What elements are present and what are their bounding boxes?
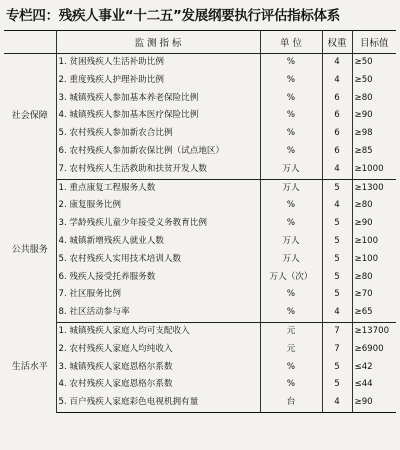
weight-cell: 4 — [322, 304, 352, 322]
indicator-cell: 3. 城镇残疾人家庭恩格尔系数 — [56, 359, 260, 377]
unit-cell: 万人 — [260, 179, 322, 197]
weight-cell: 4 — [322, 197, 352, 215]
unit-cell: 万人 — [260, 251, 322, 269]
indicator-cell: 6. 农村残疾人参加新农保比例（试点地区） — [56, 143, 260, 161]
weight-cell: 5 — [322, 359, 352, 377]
weight-cell: 4 — [322, 72, 352, 90]
table-row — [4, 341, 396, 359]
unit-cell: 元 — [260, 322, 322, 340]
unit-cell: % — [260, 90, 322, 108]
weight-cell: 5 — [322, 215, 352, 233]
target-cell: ≤44 — [352, 376, 396, 394]
weight-cell: 7 — [322, 341, 352, 359]
indicator-cell: 3. 学龄残疾儿童少年接受义务教育比例 — [56, 215, 260, 233]
table-row — [4, 215, 396, 233]
target-cell: ≥90 — [352, 215, 396, 233]
weight-cell: 4 — [322, 394, 352, 412]
table-row — [4, 90, 396, 108]
unit-cell: % — [260, 286, 322, 304]
indicator-cell: 5. 百户残疾人家庭彩色电视机拥有量 — [56, 394, 260, 412]
category-cell: 生活水平 — [4, 322, 56, 412]
table-row — [4, 359, 396, 377]
table-row — [4, 197, 396, 215]
target-cell: ≥80 — [352, 90, 396, 108]
unit-cell: % — [260, 107, 322, 125]
target-cell: ≥90 — [352, 107, 396, 125]
weight-cell: 6 — [322, 90, 352, 108]
header-unit: 单 位 — [260, 31, 322, 54]
unit-cell: % — [260, 54, 322, 72]
indicator-cell: 6. 残疾人接受托养服务数 — [56, 269, 260, 287]
weight-cell: 6 — [322, 143, 352, 161]
weight-cell: 5 — [322, 251, 352, 269]
table-row — [4, 107, 396, 125]
target-cell: ≥6900 — [352, 341, 396, 359]
indicator-cell: 5. 农村残疾人实用技术培训人数 — [56, 251, 260, 269]
target-cell: ≥50 — [352, 54, 396, 72]
unit-cell: 元 — [260, 341, 322, 359]
table-row — [4, 54, 396, 72]
table-row — [4, 125, 396, 143]
weight-cell: 5 — [322, 233, 352, 251]
header-target: 目标值 — [352, 31, 396, 54]
target-cell: ≥1300 — [352, 179, 396, 197]
target-cell: ≥80 — [352, 197, 396, 215]
indicator-cell: 7. 农村残疾人生活救助和扶贫开发人数 — [56, 161, 260, 179]
unit-cell: 台 — [260, 394, 322, 412]
weight-cell: 5 — [322, 376, 352, 394]
table-row — [4, 322, 396, 340]
header-weight: 权重 — [322, 31, 352, 54]
unit-cell: % — [260, 376, 322, 394]
weight-cell: 7 — [322, 322, 352, 340]
table-header-row — [4, 31, 396, 54]
weight-cell: 4 — [322, 54, 352, 72]
target-cell: ≥80 — [352, 269, 396, 287]
table-row — [4, 304, 396, 322]
indicator-cell: 4. 农村残疾人家庭恩格尔系数 — [56, 376, 260, 394]
unit-cell: 万人 — [260, 161, 322, 179]
unit-cell: % — [260, 215, 322, 233]
weight-cell: 6 — [322, 125, 352, 143]
table-row — [4, 233, 396, 251]
target-cell: ≥65 — [352, 304, 396, 322]
unit-cell: % — [260, 197, 322, 215]
weight-cell: 5 — [322, 179, 352, 197]
category-cell: 公共服务 — [4, 179, 56, 322]
indicator-cell: 5. 农村残疾人参加新农合比例 — [56, 125, 260, 143]
target-cell: ≥98 — [352, 125, 396, 143]
table-body — [4, 54, 396, 413]
target-cell: ≥70 — [352, 286, 396, 304]
target-cell: ≥100 — [352, 233, 396, 251]
indicator-cell: 4. 城镇残疾人参加基本医疗保险比例 — [56, 107, 260, 125]
indicator-cell: 2. 农村残疾人家庭人均纯收入 — [56, 341, 260, 359]
table-row — [4, 376, 396, 394]
header-category — [4, 31, 56, 54]
indicator-cell: 1. 重点康复工程服务人数 — [56, 179, 260, 197]
table-row — [4, 179, 396, 197]
unit-cell: % — [260, 359, 322, 377]
page-title: 专栏四：残疾人事业“十二五”发展纲要执行评估指标体系 — [6, 8, 340, 24]
weight-cell: 5 — [322, 269, 352, 287]
weight-cell: 6 — [322, 107, 352, 125]
indicator-cell: 4. 城镇新增残疾人就业人数 — [56, 233, 260, 251]
indicator-cell: 3. 城镇残疾人参加基本养老保险比例 — [56, 90, 260, 108]
target-cell: ≥50 — [352, 72, 396, 90]
table-row — [4, 394, 396, 412]
table-row — [4, 286, 396, 304]
target-cell: ≥85 — [352, 143, 396, 161]
target-cell: ≥13700 — [352, 322, 396, 340]
indicator-cell: 1. 贫困残疾人生活补助比例 — [56, 54, 260, 72]
indicator-cell: 7. 社区服务比例 — [56, 286, 260, 304]
unit-cell: % — [260, 304, 322, 322]
unit-cell: % — [260, 125, 322, 143]
target-cell: ≥90 — [352, 394, 396, 412]
table-row — [4, 72, 396, 90]
category-cell: 社会保障 — [4, 54, 56, 180]
table-row — [4, 143, 396, 161]
unit-cell: 万人（次） — [260, 269, 322, 287]
indicator-cell: 1. 城镇残疾人家庭人均可支配收入 — [56, 322, 260, 340]
unit-cell: 万人 — [260, 233, 322, 251]
indicator-cell: 2. 重度残疾人护理补助比例 — [56, 72, 260, 90]
indicator-table — [4, 30, 396, 413]
table-row — [4, 161, 396, 179]
unit-cell: % — [260, 72, 322, 90]
table-row — [4, 251, 396, 269]
target-cell: ≥1000 — [352, 161, 396, 179]
unit-cell: % — [260, 143, 322, 161]
target-cell: ≥100 — [352, 251, 396, 269]
target-cell: ≤42 — [352, 359, 396, 377]
table-row — [4, 269, 396, 287]
header-indicator: 监 测 指 标 — [56, 31, 260, 54]
indicator-cell: 8. 社区活动参与率 — [56, 304, 260, 322]
weight-cell: 5 — [322, 286, 352, 304]
weight-cell: 4 — [322, 161, 352, 179]
indicator-cell: 2. 康复服务比例 — [56, 197, 260, 215]
